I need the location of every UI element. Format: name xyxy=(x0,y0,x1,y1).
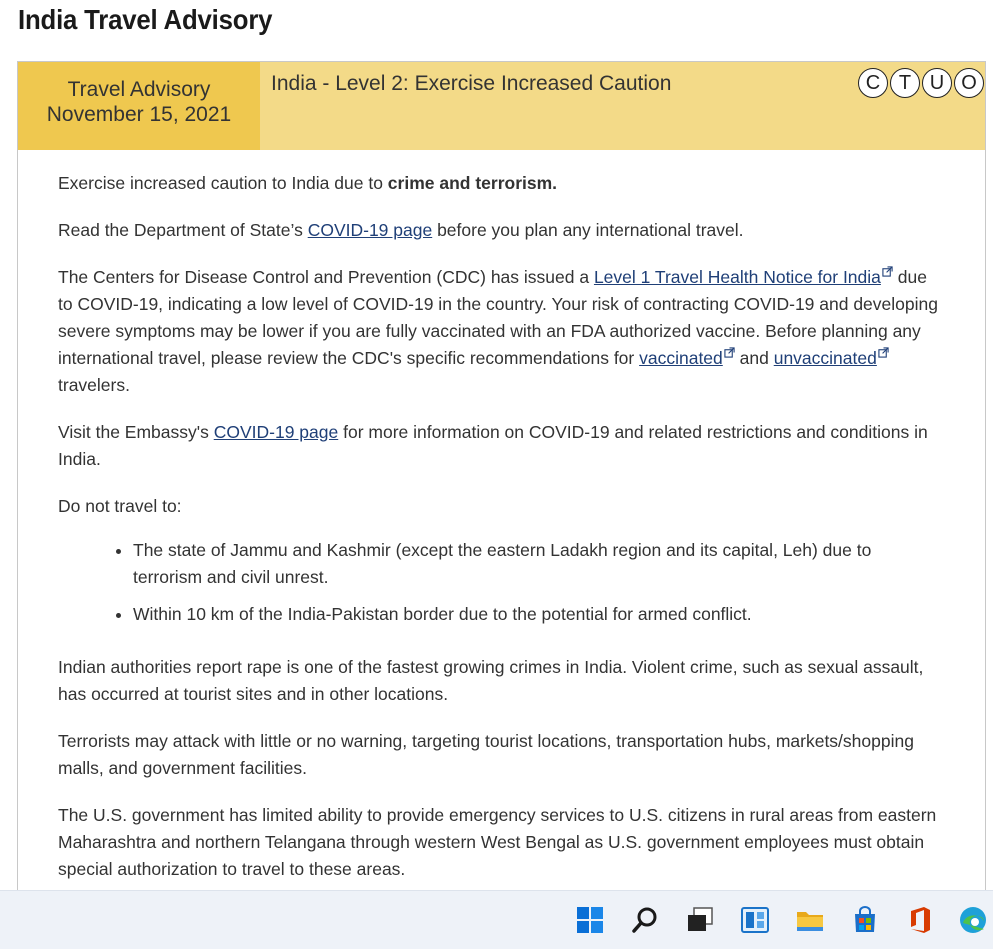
paragraph-crime: Indian authorities report rape is one of the fastest growing crimes in India. Violent crime, such as sexual assault, has occurred at tourist sites and in other locations. xyxy=(58,657,924,704)
paragraph-summary xyxy=(58,170,945,197)
advisory-body xyxy=(18,150,985,883)
badge-civil-unrest[interactable]: U xyxy=(922,68,952,98)
unvaccinated-link[interactable]: unvaccinated xyxy=(773,348,877,368)
text-span: The Centers for Disease Control and Prevention (CDC) has issued a xyxy=(58,267,594,287)
text-span: before you plan any international travel. xyxy=(432,220,744,240)
cdc-health-notice-link[interactable]: Level 1 Travel Health Notice for India xyxy=(593,267,881,287)
paragraph-do-not-travel: Do not travel to: xyxy=(58,496,182,516)
paragraph-terrorism: Terrorists may attack with little or no warning, targeting tourist locations, transportation hubs, markets/shopping malls, and government facilities. xyxy=(58,731,914,778)
paragraph-covid-state xyxy=(58,217,945,244)
advisory-date-panel xyxy=(18,62,260,150)
page-title: India Travel Advisory xyxy=(18,4,273,35)
list-item: • Within 10 km of the India-Pakistan border due to the potential for armed conflict. xyxy=(133,601,945,628)
text-span: for more information on COVID-19 and related restrictions and conditions in India. xyxy=(58,422,928,469)
text-span: Visit the Embassy's xyxy=(58,422,214,442)
paragraph-emergency-services: The U.S. government has limited ability to provide emergency services to U.S. citizens in rural areas from eastern Maharashtra and northern Telangana through western West Bengal as U.S. government employees must obtain special authorization to travel to these areas. xyxy=(58,805,937,879)
search-icon[interactable] xyxy=(630,905,660,935)
taskbar xyxy=(0,890,993,949)
paragraph-cdc xyxy=(58,264,945,399)
external-link-icon xyxy=(878,347,889,358)
badge-other[interactable]: O xyxy=(954,68,984,98)
badge-crime[interactable]: C xyxy=(858,68,888,98)
advisory-level-title: India - Level 2: Exercise Increased Caution xyxy=(271,72,672,95)
text-span: Read the Department of State’s xyxy=(58,220,308,240)
summary-text: Exercise increased caution to India due to xyxy=(58,173,388,193)
badge-terrorism[interactable]: T xyxy=(890,68,920,98)
windows-start-icon[interactable] xyxy=(575,905,605,935)
summary-bold: crime and terrorism. xyxy=(387,173,558,193)
text-span: due to COVID-19, indicating a low level of COVID-19 in the country. Your risk of contracting COVID-19 and developing severe symptoms may be lower if you are fully vaccinated with an FDA authorized vaccine. Before planning any international travel, please review the CDC's specific recommendations for xyxy=(58,267,938,368)
advisory-header xyxy=(18,62,985,150)
paragraph-embassy xyxy=(58,419,945,473)
text-span: and xyxy=(734,348,774,368)
advisory-box xyxy=(17,61,986,949)
indicator-badges xyxy=(858,68,984,98)
external-link-icon xyxy=(724,347,735,358)
microsoft-store-icon[interactable] xyxy=(850,905,880,935)
do-not-travel-list xyxy=(58,537,945,628)
vaccinated-link[interactable]: vaccinated xyxy=(639,348,723,368)
list-item: • The state of Jammu and Kashmir (except the eastern Ladakh region and its capital, Leh) due to terrorism and civil unrest. xyxy=(133,537,945,591)
text-span: travelers. xyxy=(58,375,130,395)
file-explorer-icon[interactable] xyxy=(795,905,825,935)
task-view-icon[interactable] xyxy=(685,905,715,935)
external-link-icon xyxy=(882,266,893,277)
edge-browser-icon[interactable] xyxy=(958,905,988,935)
advisory-date-label: Travel Advisory xyxy=(67,78,211,101)
widgets-icon[interactable] xyxy=(740,905,770,935)
office-icon[interactable] xyxy=(905,905,935,935)
covid-page-link[interactable]: COVID-19 page xyxy=(307,220,433,240)
embassy-covid-page-link[interactable]: COVID-19 page xyxy=(213,422,339,442)
advisory-date: November 15, 2021 xyxy=(46,103,232,126)
